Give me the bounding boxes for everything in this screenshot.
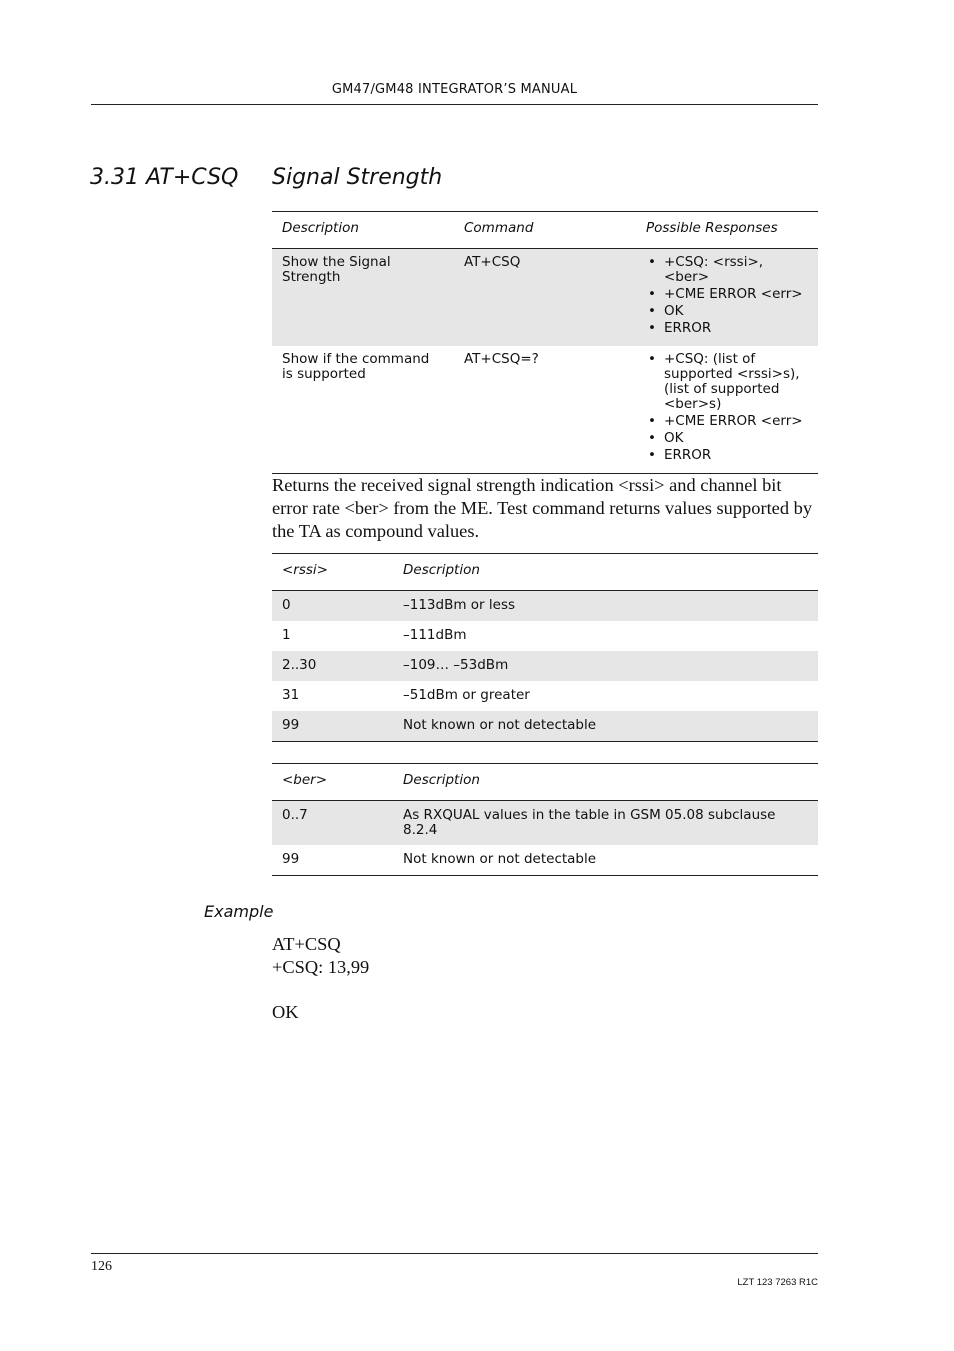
table-row [272,845,818,876]
table-row [272,711,818,742]
code-line: OK [272,1001,299,1022]
list-item: • +CME ERROR <err> [646,287,808,302]
rssi-table [272,553,818,742]
list-item: • OK [646,431,808,446]
ber-value: 0..7 [282,807,308,823]
header-command: Command [464,220,534,236]
code-line: AT+CSQ [272,934,341,954]
body-paragraph: Returns the received signal strength indication <rssi> and channel bit error rate <ber> from the ME. Test command returns values supported by the TA as compound values. [272,475,813,541]
row-command: AT+CSQ [464,254,521,270]
table-row [272,591,818,622]
row-description: Show if the command is supported [282,351,430,382]
example-label: Example [204,902,274,921]
rssi-description: –51dBm or greater [403,687,530,703]
list-item: • ERROR [646,321,808,336]
rssi-description: Not known or not detectable [403,717,597,733]
rssi-description: –109… –53dBm [403,657,509,673]
header-description: Description [403,562,480,578]
list-item: • OK [646,304,808,319]
footer-rule [91,1253,818,1254]
header-responses: Possible Responses [646,220,778,236]
section-name: Signal Strength [272,165,443,190]
row-command: AT+CSQ=? [464,351,539,367]
row-responses [636,249,818,347]
rssi-value: 0 [282,597,291,613]
example-code [272,933,369,1023]
table-row [272,681,818,711]
document-id: LZT 123 7263 R1C [737,1277,818,1288]
rssi-value: 31 [282,687,300,703]
header-rssi: <rssi> [282,562,328,578]
response-list [646,255,808,336]
table-row [272,621,818,651]
header-ber: <ber> [282,772,328,788]
rssi-description: –111dBm [403,627,467,643]
command-table-header [272,212,818,249]
rssi-value: 1 [282,627,291,643]
header-rule [91,104,818,105]
ber-description: Not known or not detectable [403,851,597,867]
response-list [646,352,808,463]
header-description: Description [403,772,480,788]
ber-description: As RXQUAL values in the table in GSM 05.08 subclause 8.2.4 [403,807,776,838]
table-row [272,249,818,347]
ber-table-header [272,764,818,801]
list-item: • +CSQ: <rssi>,<ber> [646,255,808,285]
command-table [272,211,818,474]
table-row [272,346,818,474]
ber-table [272,763,818,876]
row-responses [636,346,818,474]
rssi-table-header [272,554,818,591]
rssi-value: 99 [282,717,300,733]
page-number: 126 [91,1259,112,1274]
rssi-value: 2..30 [282,657,317,673]
table-row [272,651,818,681]
row-description: Show the Signal Strength [282,254,391,285]
table-row [272,801,818,846]
header-description: Description [282,220,359,236]
list-item: • +CME ERROR <err> [646,414,808,429]
rssi-description: –113dBm or less [403,597,516,613]
list-item: • ERROR [646,448,808,463]
code-line [272,978,369,1001]
section-number: 3.31 AT+CSQ [90,165,239,190]
running-header: GM47/GM48 INTEGRATOR’S MANUAL [331,82,578,97]
list-item: • +CSQ: (list of supported <rssi>s),(list of supported <ber>s) [646,352,808,412]
code-line: +CSQ: 13,99 [272,956,370,977]
ber-value: 99 [282,851,300,867]
